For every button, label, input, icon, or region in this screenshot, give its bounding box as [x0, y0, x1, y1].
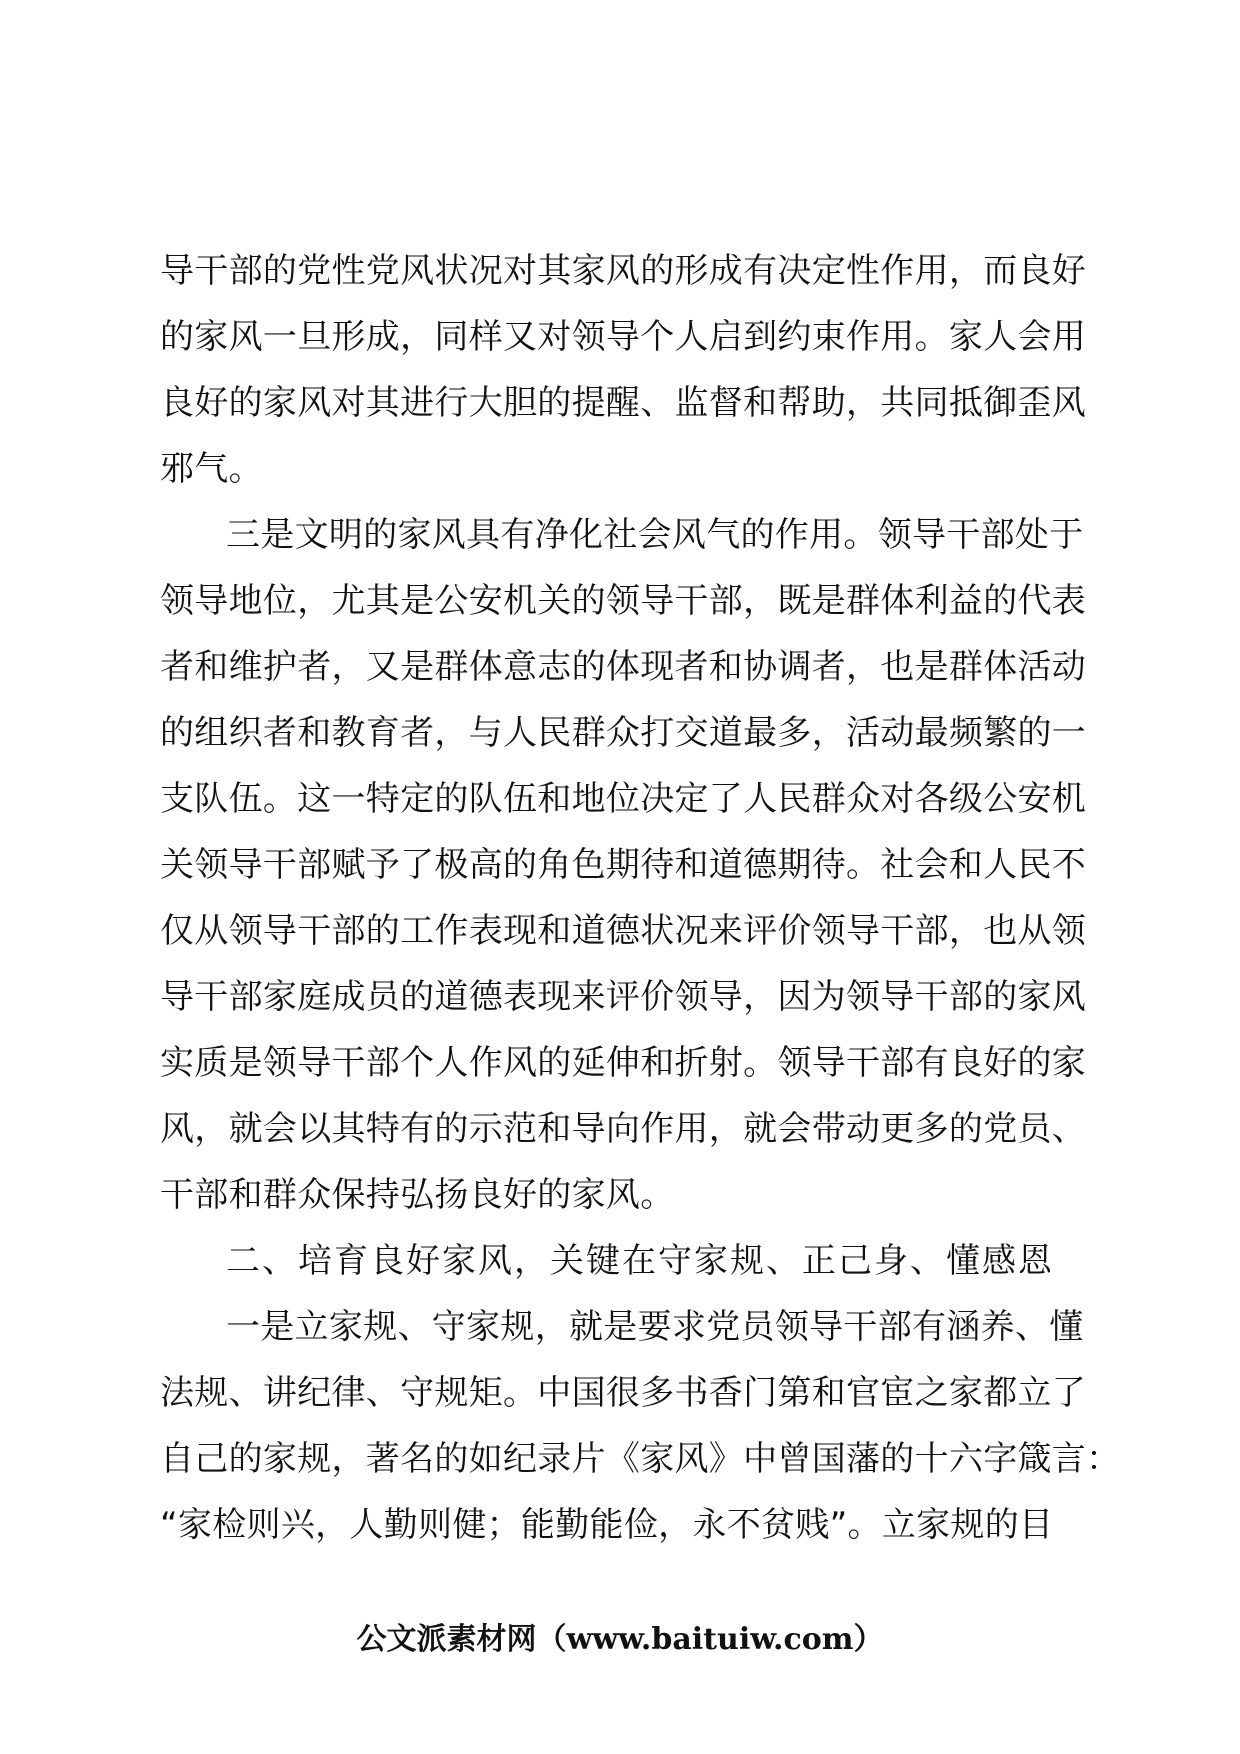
- text-line: 风，就会以其特有的示范和导向作用，就会带动更多的党员、: [160, 1109, 1087, 1149]
- text-line: 仅从领导干部的工作表现和道德状况来评价领导干部，也从领: [160, 911, 1087, 951]
- paragraph-start-line: 三是文明的家风具有净化社会风气的作用。领导干部处于: [226, 515, 1084, 555]
- text-line: 的家风一旦形成，同样又对领导个人启到约束作用。家人会用: [160, 317, 1087, 357]
- text-line: 邪气。: [160, 449, 263, 489]
- text-line: 自己的家规，著名的如纪录片《家风》中曾国藩的十六字箴言：: [160, 1439, 1121, 1479]
- text-line: 良好的家风对其进行大胆的提醒、监督和帮助，共同抵御歪风: [160, 383, 1087, 423]
- section-heading: 二、培育良好家风，关键在守家规、正己身、懂感恩: [226, 1241, 1054, 1281]
- text-line: 法规、讲纪律、守规矩。中国很多书香门第和官宦之家都立了: [160, 1373, 1087, 1413]
- text-line: 支队伍。这一特定的队伍和地位决定了人民群众对各级公安机: [160, 779, 1087, 819]
- text-line: 关领导干部赋予了极高的角色期待和道德期待。社会和人民不: [160, 845, 1087, 885]
- document-body: [160, 238, 1121, 1558]
- text-line: 实质是领导干部个人作风的延伸和折射。领导干部有良好的家: [160, 1043, 1087, 1083]
- text-line: “家检则兴，人勤则健；能勤能俭，永不贫贱”。立家规的目: [160, 1505, 1054, 1545]
- text-line: 的组织者和教育者，与人民群众打交道最多，活动最频繁的一: [160, 713, 1087, 753]
- text-line: 领导地位，尤其是公安机关的领导干部，既是群体利益的代表: [160, 581, 1087, 621]
- text-line: 导干部的党性党风状况对其家风的形成有决定性作用，而良好: [160, 251, 1087, 291]
- paragraph-start-line: 一是立家规、守家规，就是要求党员领导干部有涵养、懂: [226, 1307, 1084, 1347]
- text-line: 者和维护者，又是群体意志的体现者和协调者，也是群体活动: [160, 647, 1087, 687]
- text-line: 导干部家庭成员的道德表现来评价领导，因为领导干部的家风: [160, 977, 1087, 1017]
- site-footer-watermark: 公文派素材网（www.baituiw.com）: [356, 1622, 884, 1657]
- text-line: 干部和群众保持弘扬良好的家风。: [160, 1175, 675, 1215]
